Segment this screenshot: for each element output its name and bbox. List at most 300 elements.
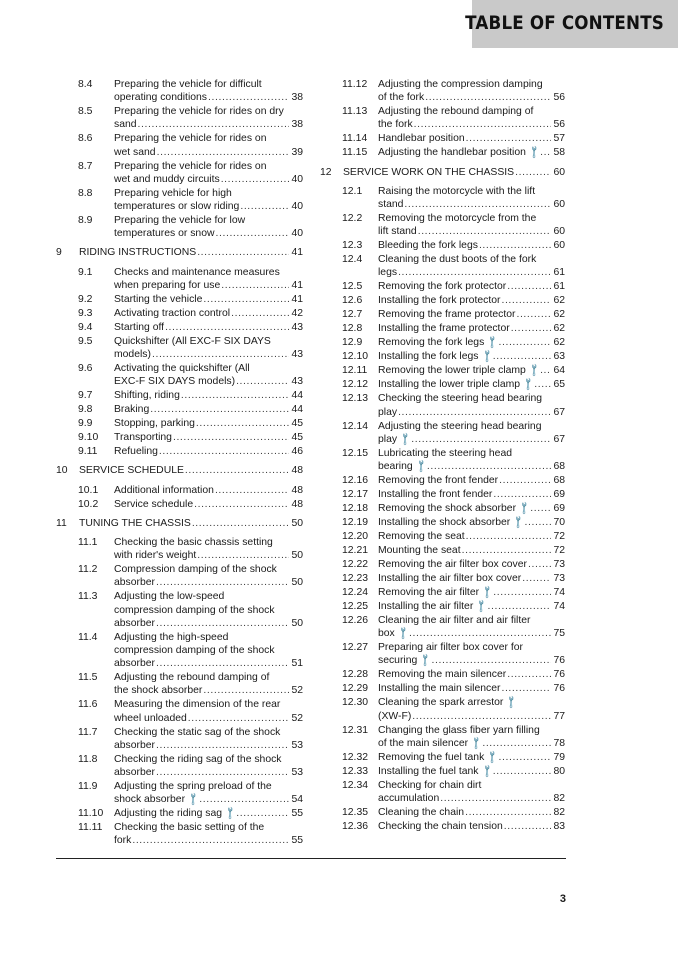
toc-entry-title: of the fork xyxy=(378,92,425,104)
toc-entry[interactable] xyxy=(320,78,565,104)
dot-leader xyxy=(231,307,289,320)
toc-entry-page: 69 xyxy=(553,489,565,501)
dot-leader xyxy=(501,682,551,695)
dot-leader xyxy=(215,484,289,497)
toc-entry[interactable] xyxy=(56,671,303,697)
wrench-icon: 🔧 xyxy=(484,335,500,351)
toc-entry-title: wet sand xyxy=(114,146,156,158)
toc-entry[interactable] xyxy=(320,544,565,557)
header-bar xyxy=(465,0,678,48)
toc-entry-title: legs xyxy=(378,267,398,279)
toc-chapter[interactable] xyxy=(320,166,565,179)
dot-leader xyxy=(466,132,551,145)
dot-leader xyxy=(493,350,551,363)
toc-entry[interactable] xyxy=(320,239,565,252)
toc-entry-page: 55 xyxy=(291,835,303,847)
toc-entry-number: 12.31 xyxy=(342,724,369,736)
toc-entry[interactable] xyxy=(320,751,565,764)
toc-entry-title: Adjusting the compression damping xyxy=(378,79,543,90)
toc-entry[interactable] xyxy=(56,389,303,402)
toc-entry-number: 12.32 xyxy=(342,751,369,763)
toc-entry-page: 61 xyxy=(553,267,565,279)
dot-leader xyxy=(540,146,551,159)
toc-entry[interactable] xyxy=(320,146,565,159)
toc-entry[interactable] xyxy=(320,308,565,321)
dot-leader xyxy=(482,737,551,750)
dot-leader xyxy=(525,516,552,529)
toc-entry[interactable] xyxy=(56,307,303,320)
dot-leader xyxy=(216,227,290,240)
toc-entry-page: 39 xyxy=(291,146,303,158)
toc-entry-title: models) xyxy=(114,349,151,361)
toc-entry-number: 11.4 xyxy=(78,631,98,643)
toc-entry-number: 11 xyxy=(56,517,67,529)
toc-entry-title: Transporting xyxy=(114,432,172,444)
toc-entry-title: Preparing vehicle for high xyxy=(114,187,232,199)
toc-entry-number: 9.2 xyxy=(78,293,93,305)
toc-entry[interactable] xyxy=(320,600,565,613)
toc-entry[interactable] xyxy=(56,293,303,306)
toc-entry-title: Adjusting the high-speed xyxy=(114,631,229,643)
toc-entry-page: 38 xyxy=(291,119,303,131)
footer-divider xyxy=(56,858,566,859)
toc-entry-page: 74 xyxy=(553,601,565,613)
toc-entry-page: 70 xyxy=(553,517,565,529)
toc-entry-title: wheel unloaded xyxy=(114,712,187,724)
dot-leader xyxy=(165,321,289,334)
toc-entry-page: 55 xyxy=(291,808,303,820)
toc-entry-title: Adjusting the low-speed xyxy=(114,591,225,603)
dot-leader xyxy=(398,266,551,279)
toc-entry-title: absorber xyxy=(114,617,156,629)
dot-leader xyxy=(398,406,551,419)
toc-entry[interactable] xyxy=(320,641,565,667)
toc-entry-page: 73 xyxy=(553,573,565,585)
toc-entry-page: 60 xyxy=(553,226,565,238)
toc-entry-number: 12.5 xyxy=(342,281,363,293)
toc-entry-number: 11.9 xyxy=(78,781,98,793)
toc-entry-page: 50 xyxy=(291,577,303,589)
dot-leader xyxy=(499,474,551,487)
toc-entry-title: Braking xyxy=(114,404,150,416)
toc-entry[interactable] xyxy=(320,668,565,681)
toc-entry-page: 50 xyxy=(291,617,303,629)
toc-entry-page: 43 xyxy=(291,321,303,333)
toc-entry-page: 57 xyxy=(553,133,565,145)
toc-entry-title: Handlebar position xyxy=(378,133,465,145)
toc-entry-title: (XW-F) xyxy=(378,710,412,722)
toc-entry[interactable] xyxy=(320,350,565,363)
toc-entry-title: Preparing the vehicle for difficult xyxy=(114,79,262,90)
toc-entry-title: Removing the air filter xyxy=(378,587,480,599)
toc-entry-number: 12.21 xyxy=(342,545,369,557)
toc-entry-page: 45 xyxy=(291,432,303,444)
toc-entry[interactable] xyxy=(56,431,303,444)
toc-entry-number: 12.11 xyxy=(342,365,368,377)
toc-entry-number: 10.1 xyxy=(78,484,99,496)
toc-entry-title: of the main silencer xyxy=(378,737,469,749)
toc-entry[interactable] xyxy=(320,212,565,238)
toc-entry-title: Lubricating the steering head xyxy=(378,447,513,459)
toc-entry-title: Checking the riding sag of the shock xyxy=(114,753,282,765)
dot-leader xyxy=(156,617,289,630)
toc-entry-number: 11.7 xyxy=(78,726,98,738)
toc-entry-title: Adjusting the rebound damping of xyxy=(114,672,270,684)
toc-entry-number: 12.16 xyxy=(342,475,369,487)
toc-entry[interactable] xyxy=(56,821,303,847)
toc-entry-title: with rider's weight xyxy=(114,550,197,562)
toc-entry-title: Removing the frame protector xyxy=(378,309,516,321)
toc-entry-title: Checking the chain tension xyxy=(378,821,503,833)
toc-entry-number: 12.22 xyxy=(342,559,369,571)
toc-entry-page: 79 xyxy=(553,751,565,763)
toc-entry-page: 67 xyxy=(553,433,565,445)
toc-entry-page: 73 xyxy=(553,559,565,571)
toc-entry-title: Changing the glass fiber yarn filling xyxy=(378,724,540,736)
toc-entry-title: SERVICE WORK ON THE CHASSIS xyxy=(343,166,515,178)
toc-entry-title: play xyxy=(378,406,398,418)
toc-chapter[interactable] xyxy=(56,464,303,477)
toc-entry-page: 75 xyxy=(553,628,565,640)
toc-entry[interactable] xyxy=(56,160,303,186)
toc-entry[interactable] xyxy=(56,266,303,292)
dot-leader xyxy=(528,558,551,571)
dot-leader xyxy=(534,378,551,391)
toc-entry-number: 9.7 xyxy=(78,390,93,402)
dot-leader xyxy=(188,712,289,725)
toc-entry-title: Removing the seat xyxy=(378,531,465,543)
toc-entry-page: 83 xyxy=(553,821,565,833)
toc-entry[interactable] xyxy=(320,724,565,750)
toc-entry-number: 12.9 xyxy=(342,337,363,349)
toc-entry-page: 41 xyxy=(291,247,303,259)
toc-entry-page: 52 xyxy=(291,712,303,724)
dot-leader xyxy=(236,807,289,820)
toc-entry-title: Removing the fork protector xyxy=(378,281,507,293)
toc-entry-number: 11.11 xyxy=(78,822,103,834)
toc-entry[interactable] xyxy=(320,420,565,446)
toc-entry-title: Removing the air filter box cover xyxy=(378,559,527,571)
toc-entry[interactable] xyxy=(56,132,303,158)
toc-entry[interactable] xyxy=(320,572,565,585)
toc-entry-title: accumulation xyxy=(378,793,440,805)
toc-entry-title: absorber xyxy=(114,577,156,589)
toc-chapter[interactable] xyxy=(56,246,303,259)
dot-leader xyxy=(240,200,289,213)
toc-entry[interactable] xyxy=(56,780,303,806)
toc-entry-title: lift stand xyxy=(378,226,417,238)
dot-leader xyxy=(540,364,551,377)
toc-entry-page: 41 xyxy=(291,279,303,291)
toc-entry-number: 12.10 xyxy=(342,351,369,363)
toc-entry-page: 43 xyxy=(291,376,303,388)
toc-entry[interactable] xyxy=(320,105,565,131)
toc-entry-page: 78 xyxy=(553,737,565,749)
toc-entry-title: Installing the front fender xyxy=(378,489,493,501)
toc-entry-title: temperatures or snow xyxy=(114,228,215,240)
toc-entry[interactable] xyxy=(56,335,303,361)
toc-entry-number: 12.27 xyxy=(342,642,369,654)
dot-leader xyxy=(440,792,551,805)
dot-leader xyxy=(156,657,289,670)
toc-entry-title: Adjusting the riding sag xyxy=(114,808,223,820)
toc-entry-number: 8.7 xyxy=(78,160,93,172)
toc-entry-title: the fork xyxy=(378,119,413,131)
toc-entry[interactable] xyxy=(320,530,565,543)
toc-entry-number: 8.8 xyxy=(78,187,93,199)
dot-leader xyxy=(203,684,289,697)
toc-entry-title: SERVICE SCHEDULE xyxy=(79,465,184,477)
wrench-icon: 🔧 xyxy=(185,791,201,807)
dot-leader xyxy=(203,293,289,306)
toc-entry-title: Service schedule xyxy=(114,498,194,510)
toc-entry[interactable] xyxy=(56,445,303,458)
dot-leader xyxy=(192,517,289,530)
toc-entry-number: 12.33 xyxy=(342,765,369,777)
toc-entry-title: Checking the basic setting of the xyxy=(114,822,265,834)
toc-entry-page: 68 xyxy=(553,461,565,473)
wrench-icon: 🔧 xyxy=(484,749,500,765)
toc-entry-title: Preparing the vehicle for rides on xyxy=(114,160,267,172)
dot-leader xyxy=(462,544,551,557)
toc-entry[interactable] xyxy=(56,590,303,630)
toc-entry-number: 12 xyxy=(320,166,332,178)
toc-entry[interactable] xyxy=(320,765,565,778)
toc-entry[interactable] xyxy=(56,214,303,240)
toc-entry-page: 45 xyxy=(291,418,303,430)
toc-entry-number: 9.5 xyxy=(78,335,93,347)
toc-entry-number: 12.2 xyxy=(342,213,363,225)
toc-entry-title: Removing the main silencer xyxy=(378,669,507,681)
toc-entry[interactable] xyxy=(56,498,303,511)
toc-entry-number: 11.8 xyxy=(78,753,98,765)
dot-leader xyxy=(156,766,289,779)
dot-leader xyxy=(493,488,551,501)
toc-entry-number: 9.8 xyxy=(78,404,93,416)
toc-entry-page: 52 xyxy=(291,685,303,697)
toc-entry-title: compression damping of the shock xyxy=(114,645,275,657)
toc-entry[interactable] xyxy=(56,807,303,820)
toc-entry[interactable] xyxy=(56,105,303,131)
toc-entry-number: 12.34 xyxy=(342,779,369,791)
toc-entry[interactable] xyxy=(56,631,303,671)
toc-entry-page: 63 xyxy=(553,351,565,363)
toc-entry-number: 11.15 xyxy=(342,147,368,159)
dot-leader xyxy=(132,834,289,847)
toc-entry-title: Activating the quickshifter (All xyxy=(114,363,250,375)
toc-entry-title: Adjusting the spring preload of the xyxy=(114,781,272,793)
toc-entry[interactable] xyxy=(320,392,565,418)
toc-entry-title: Adjusting the handlebar position xyxy=(378,147,526,159)
toc-entry-title: Installing the main silencer xyxy=(378,683,501,695)
toc-entry-number: 12.8 xyxy=(342,323,363,335)
dot-leader xyxy=(199,793,289,806)
toc-entry-page: 62 xyxy=(553,295,565,307)
toc-entry-number: 10 xyxy=(56,465,68,477)
toc-entry-number: 9 xyxy=(56,247,62,259)
toc-entry[interactable] xyxy=(56,726,303,752)
toc-entry-page: 51 xyxy=(291,658,303,670)
toc-entry[interactable] xyxy=(56,698,303,724)
toc-entry[interactable] xyxy=(56,484,303,497)
toc-entry-page: 53 xyxy=(291,739,303,751)
toc-entry-page: 58 xyxy=(553,147,565,159)
toc-entry-title: TUNING THE CHASSIS xyxy=(79,517,191,529)
toc-entry[interactable] xyxy=(56,536,303,562)
wrench-icon: 🔧 xyxy=(479,584,495,600)
toc-entry[interactable] xyxy=(320,779,565,805)
toc-entry-title: Checking the steering head bearing xyxy=(378,393,543,405)
dot-leader xyxy=(425,91,551,104)
toc-entry-page: 43 xyxy=(291,349,303,361)
toc-entry[interactable] xyxy=(56,78,303,104)
toc-entry-page: 60 xyxy=(553,240,565,252)
toc-entry-page: 40 xyxy=(291,228,303,240)
wrench-icon: 🔧 xyxy=(510,514,526,530)
dot-leader xyxy=(181,389,289,402)
toc-entry-number: 12.4 xyxy=(342,254,363,266)
toc-entry-title: Raising the motorcycle with the lift xyxy=(378,185,536,197)
toc-entry[interactable] xyxy=(320,280,565,293)
toc-entry[interactable] xyxy=(320,696,565,722)
toc-entry-title: Refueling xyxy=(114,446,158,458)
toc-entry-title: Removing the fork legs xyxy=(378,337,485,349)
toc-entry-title: Installing the fork legs xyxy=(378,351,479,363)
toc-entry-title: wet and muddy circuits xyxy=(114,173,220,185)
wrench-icon: 🔧 xyxy=(479,763,495,779)
toc-entry[interactable] xyxy=(320,558,565,571)
dot-leader xyxy=(501,294,551,307)
dot-leader xyxy=(173,431,289,444)
dot-leader xyxy=(157,146,289,159)
toc-entry[interactable] xyxy=(320,447,565,473)
wrench-icon: 🔧 xyxy=(526,363,542,379)
toc-entry[interactable] xyxy=(56,187,303,213)
wrench-icon: 🔧 xyxy=(526,145,542,161)
toc-entry-title: Cleaning the spark arrestor xyxy=(378,697,504,709)
toc-entry[interactable] xyxy=(320,336,565,349)
toc-entry[interactable] xyxy=(320,682,565,695)
dot-leader xyxy=(197,549,289,562)
toc-entry[interactable] xyxy=(56,417,303,430)
toc-entry-page: 56 xyxy=(553,119,565,131)
toc-entry-number: 12.15 xyxy=(342,447,369,459)
toc-entry-page: 62 xyxy=(553,323,565,335)
toc-entry-title: temperatures or slow riding xyxy=(114,201,240,213)
wrench-icon: 🔧 xyxy=(413,458,429,474)
toc-entry[interactable] xyxy=(320,516,565,529)
toc-entry[interactable] xyxy=(320,185,565,211)
toc-entry-number: 11.14 xyxy=(342,133,368,145)
toc-entry-number: 12.3 xyxy=(342,240,363,252)
dot-leader xyxy=(208,91,289,104)
toc-entry-number: 8.9 xyxy=(78,215,93,227)
toc-entry-title: Installing the fork protector xyxy=(378,295,501,307)
dot-leader xyxy=(412,710,551,723)
toc-entry-page: 62 xyxy=(553,337,565,349)
toc-entry[interactable] xyxy=(320,294,565,307)
dot-leader xyxy=(427,460,551,473)
toc-entry-page: 44 xyxy=(291,390,303,402)
dot-leader xyxy=(479,239,551,252)
toc-entry-page: 53 xyxy=(291,767,303,779)
toc-entry-title: Mounting the seat xyxy=(378,545,461,557)
toc-entry[interactable] xyxy=(320,586,565,599)
wrench-icon: 🔧 xyxy=(479,349,495,365)
toc-entry-page: 48 xyxy=(291,465,303,477)
toc-entry[interactable] xyxy=(320,820,565,833)
dot-leader xyxy=(150,403,289,416)
toc-entry-number: 11.1 xyxy=(78,537,98,549)
toc-entry-title: operating conditions xyxy=(114,92,208,104)
toc-entry-number: 12.30 xyxy=(342,697,369,709)
toc-entry-page: 68 xyxy=(553,475,565,487)
toc-entry-number: 12.29 xyxy=(342,683,369,695)
toc-entry-title: Installing the shock absorber xyxy=(378,517,511,529)
toc-entry-title: Removing the lower triple clamp xyxy=(378,365,526,377)
toc-entry-number: 9.6 xyxy=(78,363,93,375)
wrench-icon: 🔧 xyxy=(417,653,433,669)
toc-entry[interactable] xyxy=(320,502,565,515)
toc-entry-number: 9.1 xyxy=(78,266,93,278)
toc-entry-title: absorber xyxy=(114,767,156,779)
toc-entry[interactable] xyxy=(56,362,303,388)
dot-leader xyxy=(159,445,289,458)
toc-entry-title: Preparing air filter box cover for xyxy=(378,642,523,654)
toc-entry-title: Removing the shock absorber xyxy=(378,503,517,515)
toc-entry-title: Adjusting the rebound damping of xyxy=(378,106,534,118)
toc-chapter[interactable] xyxy=(56,517,303,530)
toc-column-left xyxy=(56,78,303,848)
dot-leader xyxy=(516,308,551,321)
toc-entry-number: 12.17 xyxy=(342,489,369,501)
toc-entry-page: 76 xyxy=(553,683,565,695)
toc-entry[interactable] xyxy=(320,488,565,501)
toc-entry-page: 44 xyxy=(291,404,303,416)
page-title: TABLE OF CONTENTS xyxy=(465,12,664,34)
toc-entry[interactable] xyxy=(320,378,565,391)
toc-entry[interactable] xyxy=(320,322,565,335)
toc-entry-title: Starting the vehicle xyxy=(114,293,203,305)
toc-entry-number: 12.23 xyxy=(342,573,369,585)
dot-leader xyxy=(185,464,289,477)
toc-entry[interactable] xyxy=(320,806,565,819)
toc-entry[interactable] xyxy=(56,321,303,334)
toc-entry-title: Installing the air filter box cover xyxy=(378,573,522,585)
wrench-icon: 🔧 xyxy=(516,500,532,516)
toc-entry[interactable] xyxy=(320,474,565,487)
toc-entry-title: EXC-F SIX DAYS models) xyxy=(114,376,236,388)
toc-entry[interactable] xyxy=(320,132,565,145)
toc-entry-number: 8.6 xyxy=(78,133,93,145)
toc-entry-number: 12.14 xyxy=(342,420,369,432)
toc-entry-page: 77 xyxy=(553,710,565,722)
toc-column-right xyxy=(320,78,565,834)
toc-entry[interactable] xyxy=(56,403,303,416)
wrench-icon: 🔧 xyxy=(468,735,484,751)
wrench-icon: 🔧 xyxy=(222,805,238,821)
toc-entry-number: 11.10 xyxy=(78,808,104,820)
toc-entry-title: compression damping of the shock xyxy=(114,604,275,616)
toc-entry-page: 67 xyxy=(553,406,565,418)
toc-entry-title: when preparing for use xyxy=(114,279,221,291)
toc-entry[interactable] xyxy=(320,614,565,640)
toc-entry[interactable] xyxy=(56,563,303,589)
toc-entry[interactable] xyxy=(56,753,303,779)
toc-entry-title: Preparing the vehicle for rides on xyxy=(114,133,267,145)
dot-leader xyxy=(152,348,289,361)
toc-entry[interactable] xyxy=(320,253,565,279)
